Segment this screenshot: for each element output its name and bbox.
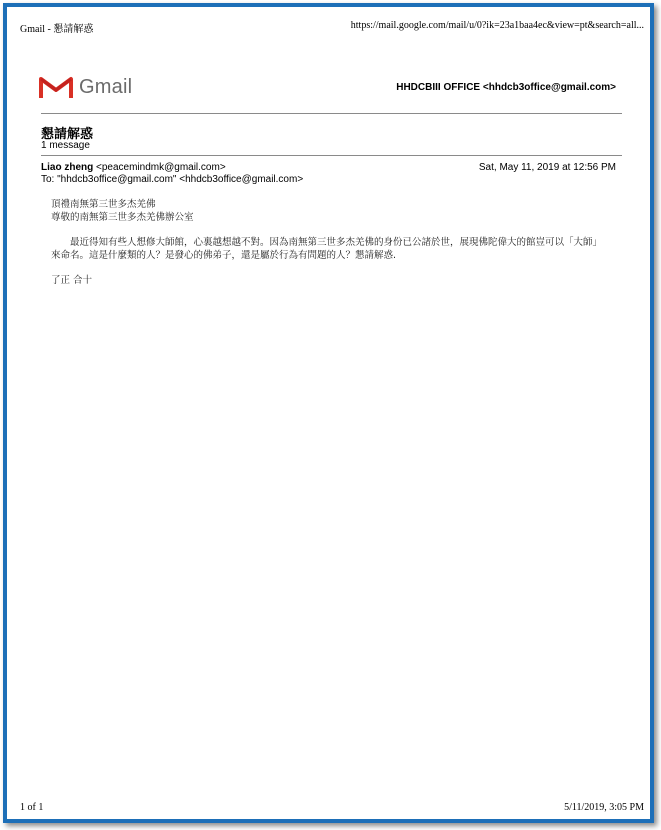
print-header-title: Gmail - 懇請解惑 bbox=[20, 24, 94, 35]
sender-name: Liao zheng bbox=[41, 162, 94, 173]
print-footer-page: 1 of 1 bbox=[20, 802, 44, 813]
page-frame bbox=[3, 3, 654, 823]
greeting-line-2: 尊敬的南無第三世多杰羌佛辦公室 bbox=[51, 212, 194, 223]
print-footer-datetime: 5/11/2019, 3:05 PM bbox=[564, 802, 644, 813]
sender-line bbox=[41, 162, 226, 173]
signature: 了正 合十 bbox=[51, 275, 93, 286]
thread-subject: 懇請解惑 bbox=[41, 127, 94, 142]
message-date: Sat, May 11, 2019 at 12:56 PM bbox=[478, 162, 616, 173]
message-body bbox=[51, 198, 611, 287]
gmail-logo-text: Gmail bbox=[79, 75, 133, 98]
greeting-line-1: 頂禮南無第三世多杰羌佛 bbox=[51, 199, 156, 210]
gmail-m-logo-icon bbox=[39, 75, 73, 99]
gmail-logo bbox=[39, 74, 132, 100]
sender-email: <peacemindmk@gmail.com> bbox=[96, 162, 226, 173]
subject-divider bbox=[41, 155, 622, 156]
header-divider bbox=[41, 113, 622, 114]
account-label: HHDCBIII OFFICE <hhdcb3office@gmail.com> bbox=[396, 82, 616, 93]
message-paragraph: 最近得知有些人想修大師館，心裏越想越不對。因為南無第三世多杰羌佛的身份已公諸於世，展現佛陀偉大的館豈可以「大師」來命名。這是什麼類的人？是發心的佛弟子，還是屬於行為有問題的人？懇請解惑. bbox=[51, 237, 603, 261]
recipient-line: To: "hhdcb3office@gmail.com" <hhdcb3office@gmail.com> bbox=[41, 174, 304, 185]
print-header-url: https://mail.google.com/mail/u/0?ik=23a1baa4ec&view=pt&search=all... bbox=[350, 20, 644, 31]
message-count: 1 message bbox=[41, 140, 90, 151]
